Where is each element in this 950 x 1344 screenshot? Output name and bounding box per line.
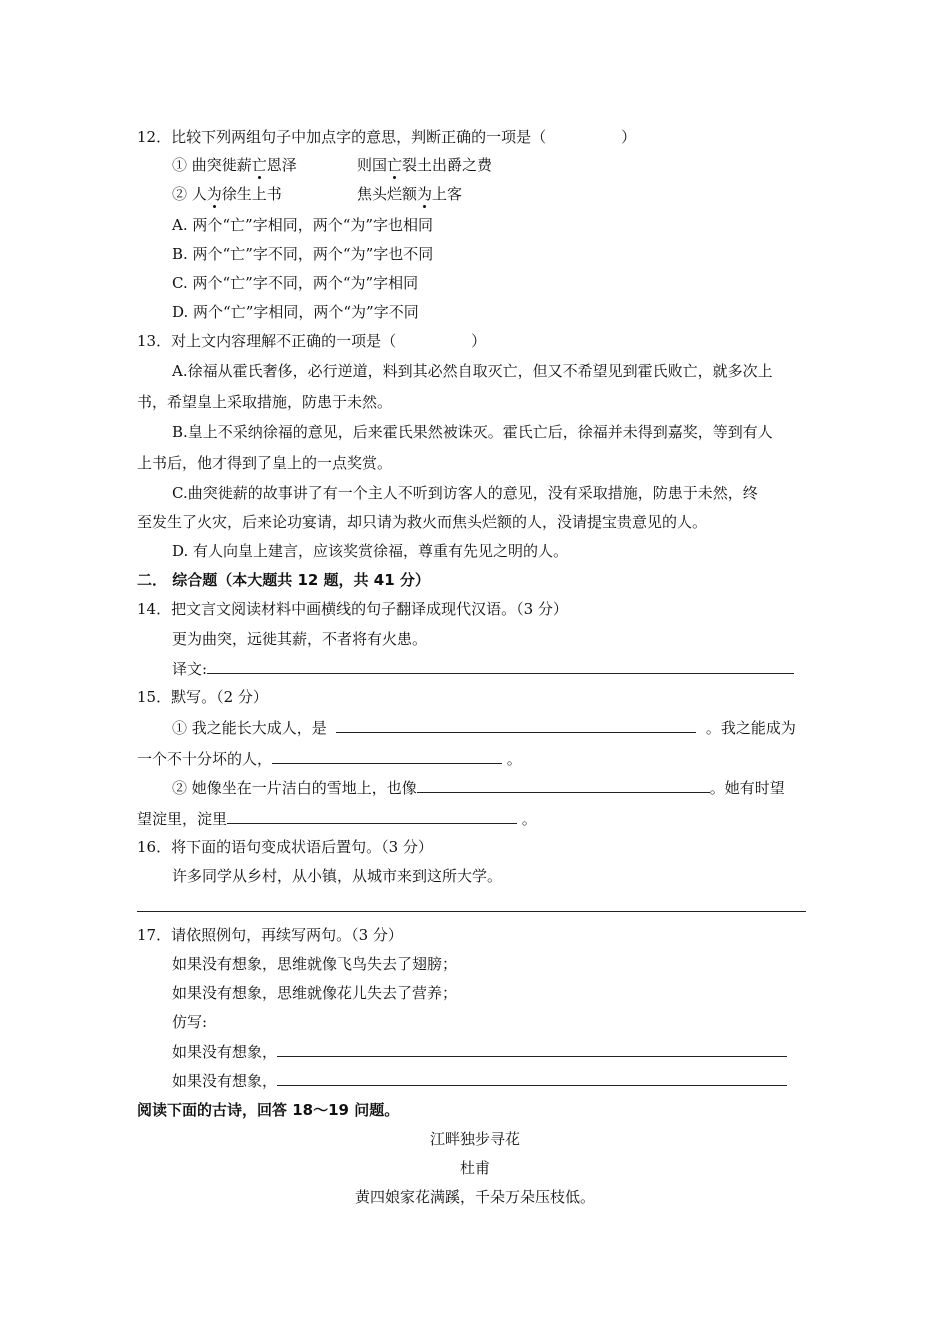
q15-blank-4[interactable] — [227, 808, 517, 824]
poem-author: 杜甫 — [459, 1159, 490, 1177]
q12-option-c: C. 两个“亡”字不同，两个“为”字相同 — [172, 274, 419, 292]
q15-blank-3[interactable] — [417, 777, 710, 793]
q15-line3: ② 她像坐在一片洁白的雪地上，也像 。她有时望 — [172, 779, 785, 797]
q17-answer-1: 如果没有想象， — [172, 1041, 787, 1062]
q17-example-1: 如果没有想象，思维就像飞鸟失去了翅膀； — [172, 955, 458, 973]
q17-blank-2[interactable] — [277, 1070, 787, 1086]
emphasis-dot-char: 亡 — [251, 156, 267, 174]
q14-answer-label: 译文: — [172, 660, 208, 678]
q15-line1: ① 我之能长大成人，是 。我之能成为 — [172, 719, 796, 737]
q12-option-a: A. 两个“亡”字相同，两个“为”字也相同 — [172, 216, 434, 234]
q13-option-b-line1: B.皇上不采纳徐福的意见，后来霍氏果然被诛灭。霍氏亡后，徐福并未得到嘉奖，等到有人 — [172, 423, 773, 441]
emphasis-dot-char: 为 — [417, 185, 433, 203]
q15-stem: 15．默写。（2 分） — [137, 688, 268, 706]
q13-option-c-line1: C.曲突徙薪的故事讲了有一个主人不听到访客人的意见，没有采取措施，防患于未然，终 — [172, 484, 758, 502]
q17-blank-1[interactable] — [277, 1041, 787, 1057]
q17-stem: 17．请依照例句，再续写两句。（3 分） — [137, 926, 403, 944]
q13-option-a-line1: A.徐福从霍氏奢侈，必行逆道，料到其必然自取灭亡，但又不希望见到霍氏败亡，就多次上 — [172, 362, 773, 380]
q15-blank-2[interactable] — [272, 748, 502, 764]
q12-stem: 12．比较下列两组句子中加点字的意思，判断正确的一项是（ ） — [137, 128, 637, 146]
q13-option-d: D. 有人向皇上建言，应该奖赏徐福，尊重有先见之明的人。 — [172, 542, 569, 560]
emphasis-dot-char: 亡 — [387, 156, 403, 174]
q15-line4: 望淀里，淀里 。 — [137, 810, 537, 828]
poem-line-1: 黄四娘家花满蹊，千朵万朵压枝低。 — [354, 1188, 595, 1206]
q13-option-c-line2: 至发生了火灾，后来论功宴请，却只请为救火而焦头烂额的人，没请提宝贵意见的人。 — [137, 513, 708, 531]
q13-stem: 13．对上文内容理解不正确的一项是（ ） — [137, 332, 487, 350]
q12-option-d: D. 两个“亡”字相同，两个“为”字不同 — [172, 303, 419, 321]
q17-answer-2: 如果没有想象， — [172, 1070, 787, 1091]
q14-stem: 14．把文言文阅读材料中画横线的句子翻译成现代汉语。（3 分） — [137, 600, 568, 618]
poem-intro: 阅读下面的古诗，回答 18～19 问题。 — [137, 1101, 400, 1119]
q12-option-b: B. 两个“亡”字不同，两个“为”字也不同 — [172, 245, 434, 263]
q12-pair1-b: 则国亡裂土出爵之费 — [357, 156, 493, 174]
q12-pair1-a: ① 曲突徙薪亡恩泽 — [172, 156, 297, 174]
q15-blank-1[interactable] — [336, 717, 696, 733]
q14-answer-line — [172, 658, 794, 679]
q12-pair2-a: ② 人为徐生上书 — [172, 185, 282, 203]
q16-stem: 16．将下面的语句变成状语后置句。（3 分） — [137, 838, 433, 856]
poem-title: 江畔独步寻花 — [429, 1130, 520, 1148]
emphasis-dot-char: 为 — [206, 185, 222, 203]
section-2-title: 二． 综合题（本大题共 12 题，共 41 分） — [137, 571, 430, 589]
q12-pair2-b: 焦头烂额为上客 — [357, 185, 463, 203]
q14-sentence: 更为曲突，远徙其薪，不者将有火患。 — [172, 630, 428, 648]
q16-sentence: 许多同学从乡村，从小镇，从城市来到这所大学。 — [172, 867, 503, 885]
q17-label: 仿写: — [172, 1013, 208, 1031]
q13-option-a-line2: 书，希望皇上采取措施，防患于未然。 — [137, 393, 393, 411]
q15-line2: 一个不十分坏的人， 。 — [137, 750, 522, 768]
q16-answer-line[interactable] — [137, 911, 806, 912]
q14-answer-blank[interactable] — [207, 658, 794, 674]
q17-example-2: 如果没有想象，思维就像花儿失去了营养； — [172, 984, 458, 1002]
q13-option-b-line2: 上书后，他才得到了皇上的一点奖赏。 — [137, 454, 393, 472]
